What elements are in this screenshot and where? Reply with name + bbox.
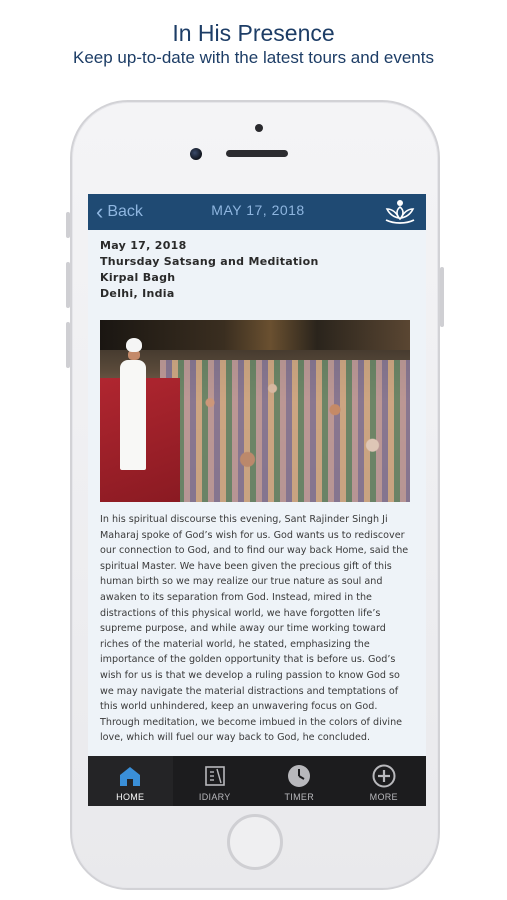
- phone-frame: [70, 100, 440, 890]
- photo-crowd: [160, 360, 410, 502]
- event-content: [100, 238, 416, 774]
- back-button[interactable]: [96, 200, 143, 224]
- tab-timer[interactable]: [257, 756, 342, 806]
- event-location: Delhi, India: [100, 287, 175, 300]
- event-header: [100, 238, 416, 302]
- discourse-paragraph: In his spiritual discourse this evening, Sant Rajinder Singh Ji Maharaj spoke of God’s wish for us. God wants us to rediscover our connection to God, and to find our way back Home, said the spiritual Master. We have been given the precious gift of this human birth so we may realize our true nature as soul and awaken to its separation from God. Instead, mired in the distractions of this physical world, we have forgotten life’s supreme purpose, and while away our time working toward riches of the material world, he stated, emphasizing the importance of the golden opportunity that is before us. God’s wish for us is that we develop a ruling passion to know God so we may navigate the material distractions and temptations of this world unhindered, keep an unwavering focus on God. Through meditation, we become imbued in the colors of divine love, which will fuel our way back to God, he concluded.: [100, 514, 409, 744]
- event-photo: [100, 320, 410, 502]
- figure-body: [120, 360, 146, 470]
- photo-speaker-figure: [120, 338, 146, 478]
- event-venue: Kirpal Bagh: [100, 271, 176, 284]
- photo-ceiling-lights: [100, 320, 410, 350]
- tab-home[interactable]: [88, 756, 173, 806]
- tab-more-label: MORE: [369, 792, 398, 802]
- lotus-meditation-icon[interactable]: [382, 198, 418, 226]
- tab-bar: [88, 756, 426, 806]
- app-screen: [88, 194, 426, 806]
- plus-circle-icon: [371, 763, 397, 789]
- promo-subtitle: Keep up-to-date with the latest tours and events: [72, 48, 434, 67]
- diary-icon: [202, 763, 228, 789]
- earpiece-speaker: [226, 150, 288, 157]
- nav-date-title: MAY 17, 2018: [211, 202, 305, 218]
- tab-more[interactable]: [342, 756, 427, 806]
- tab-idiary-label: IDIARY: [198, 792, 231, 802]
- volume-down-button: [66, 322, 70, 368]
- event-title: Thursday Satsang and Meditation: [100, 255, 319, 268]
- power-button: [440, 267, 444, 327]
- tab-home-label: HOME: [116, 792, 145, 802]
- navigation-bar: [88, 194, 426, 230]
- clock-icon: [286, 763, 312, 789]
- volume-up-button: [66, 262, 70, 308]
- figure-turban: [126, 338, 142, 352]
- promo-title: In His Presence: [172, 20, 335, 46]
- front-camera-icon: [190, 148, 202, 160]
- mute-switch: [66, 212, 70, 238]
- back-label: Back: [107, 203, 143, 220]
- home-button[interactable]: [227, 814, 283, 870]
- home-icon: [117, 763, 143, 789]
- chevron-left-icon: ‹: [96, 199, 104, 224]
- tab-idiary[interactable]: [173, 756, 258, 806]
- event-date: May 17, 2018: [100, 239, 187, 252]
- tab-timer-label: TIMER: [284, 792, 314, 802]
- sensor-dot: [255, 124, 263, 132]
